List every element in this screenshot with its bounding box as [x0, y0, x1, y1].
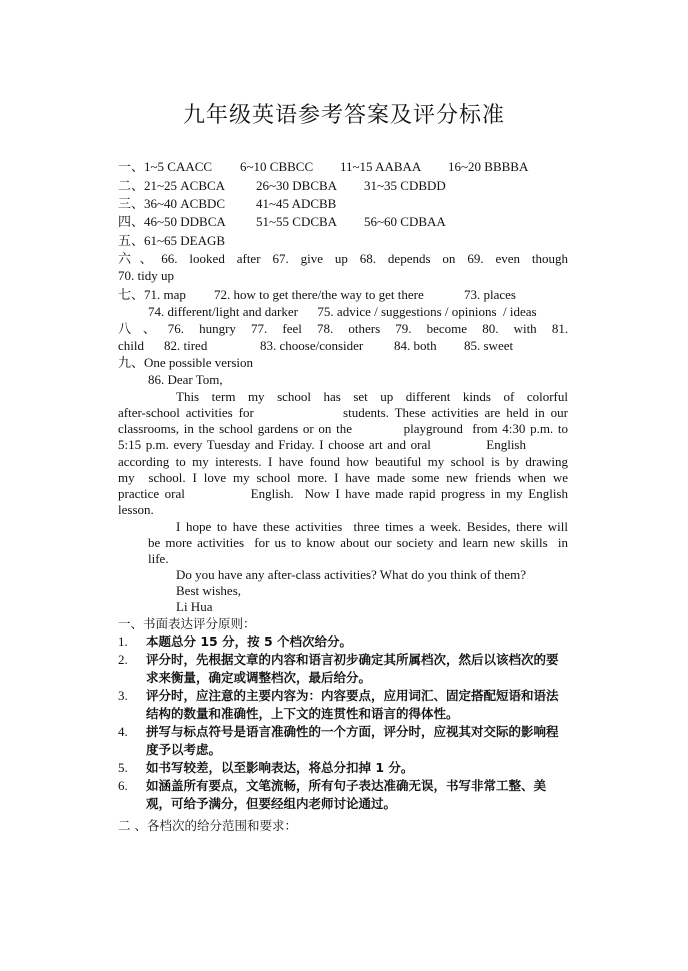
page-title: 九年级英语参考答案及评分标准: [182, 103, 505, 128]
answer-row-1: [118, 158, 528, 175]
letter-line: classrooms, in the school gardens or on the playground from 4:30 p.m. to: [118, 421, 568, 436]
answer-group: 79. become: [395, 321, 468, 336]
answer-group: 51~55 CDCBA: [256, 214, 338, 229]
letter-salutation: 86. Dear Tom,: [148, 372, 223, 387]
letter-line: life.: [148, 551, 169, 566]
answer-group: 82. tired: [164, 338, 208, 353]
rule-number: 5.: [118, 760, 128, 775]
answer-group: 80. with: [482, 321, 537, 336]
answer-group: 77. feel: [251, 321, 302, 336]
letter-line: Do you have any after-class activities? What do you think of them?: [176, 567, 527, 582]
letter-signature: Li Hua: [176, 599, 213, 614]
rule-text: 本题总分 15 分，按 5 个档次给分。: [146, 634, 353, 649]
answer-group: 73. places: [464, 287, 516, 302]
answer-group: 三、36~40 ACBDC: [118, 196, 226, 211]
answer-group: 6~10 CBBCC: [240, 159, 314, 174]
answer-row-6b: 70. tidy up: [118, 268, 174, 283]
letter-line: lesson.: [118, 502, 154, 517]
answer-group: 16~20 BBBBA: [448, 159, 529, 174]
answer-row-8: [118, 320, 568, 337]
letter-line: be more activities for us to know about our society and learn new skills in: [148, 535, 568, 550]
answer-group: 六、66. looked after: [118, 251, 261, 266]
grading-rule: [118, 777, 570, 813]
rule-text: 拼写与标点符号是语言准确性的一个方面，评分时，应视其对交际的影响程度予以考虑。: [146, 724, 559, 757]
answer-group: 68. depends on: [359, 251, 456, 266]
grading-rule: [118, 651, 570, 687]
rule-text: 如涵盖所有要点，文笔流畅，所有句子表达准确无误，书写非常工整、美观，可给予满分，但要经组内老师讨论通过。: [146, 778, 547, 811]
rule-text: 评分时，应注意的主要内容为：内容要点，应用词汇、固定搭配短语和语法结构的数量和准确性，上下文的连贯性和语言的得体性。: [146, 688, 559, 721]
answer-row-2: [118, 177, 446, 194]
answer-row-7b: 74. different/light and darker 75. advice / suggestions / opinions / ideas: [148, 304, 537, 319]
answer-group: 26~30 DBCBA: [256, 178, 338, 193]
answer-row-6: [118, 250, 568, 267]
answer-row-7: [118, 286, 516, 303]
answer-group: 67. give up: [272, 251, 348, 266]
answer-group: 83. choose/consider: [260, 338, 364, 353]
rule-number: 2.: [118, 652, 128, 667]
rule-number: 1.: [118, 634, 128, 649]
answer-group: 85. sweet: [464, 338, 514, 353]
answer-group: 七、71. map: [118, 287, 186, 302]
grading-rule: [118, 687, 570, 723]
rule-number: 4.: [118, 724, 128, 739]
letter-line: according to my interests. I have found how beautiful my school is by drawing: [118, 454, 568, 469]
answer-row-8b: [118, 337, 513, 354]
rule-text: 如书写较差，以至影响表达，将总分扣掉 1 分。: [146, 760, 414, 775]
answer-group: child: [118, 338, 144, 353]
rule-number: 3.: [118, 688, 128, 703]
answer-group: 八、76. hungry: [118, 321, 236, 336]
answer-group: 78. others: [317, 321, 381, 336]
answer-row-3: [118, 195, 336, 212]
answer-group: 81.: [551, 321, 569, 336]
answer-group: 84. both: [394, 338, 437, 353]
answer-row-9: 九、One possible version: [118, 355, 254, 370]
letter-line: I hope to have these activities three times a week. Besides, there will: [176, 519, 568, 534]
rule-number: 6.: [118, 778, 128, 793]
answer-group: 五、61~65 DEAGB: [118, 233, 226, 248]
grading-rule: [118, 723, 570, 759]
letter-line: after-school activities for students. These activities are held in our: [118, 405, 568, 420]
answer-row-5: [118, 232, 225, 249]
answer-group: 31~35 CDBDD: [364, 178, 446, 193]
answer-group: 一、1~5 CAACC: [118, 159, 213, 174]
letter-line: my school. I love my school more. I have made some new friends when we: [118, 470, 568, 485]
grading-heading: 一、书面表达评分原则：: [118, 616, 256, 631]
answer-group: 二、21~25 ACBCA: [118, 178, 226, 193]
answer-group: 72. how to get there/the way to get there: [214, 287, 424, 302]
answer-group: 四、46~50 DDBCA: [118, 214, 226, 229]
letter-line: 5:15 p.m. every Tuesday and Friday. I choose art and oral English: [118, 437, 526, 452]
answer-group: 11~15 AABAA: [340, 159, 422, 174]
answer-row-4: [118, 213, 446, 230]
letter-closing: Best wishes,: [176, 583, 241, 598]
letter-line: practice oral English. Now I have made rapid progress in my English: [118, 486, 568, 501]
answer-group: 56~60 CDBAA: [364, 214, 446, 229]
grading-rule: [118, 633, 570, 651]
rule-text: 评分时，先根据文章的内容和语言初步确定其所属档次，然后以该档次的要求来衡量，确定或调整档次，最后给分。: [146, 652, 559, 685]
answer-group: 41~45 ADCBB: [256, 196, 337, 211]
answer-group: 69. even though: [467, 251, 569, 266]
letter-line: This term my school has set up different kinds of colorful: [176, 389, 568, 404]
grading-rule: [118, 759, 570, 777]
grading-heading-2: 二 、各档次的给分范围和要求：: [118, 818, 297, 833]
